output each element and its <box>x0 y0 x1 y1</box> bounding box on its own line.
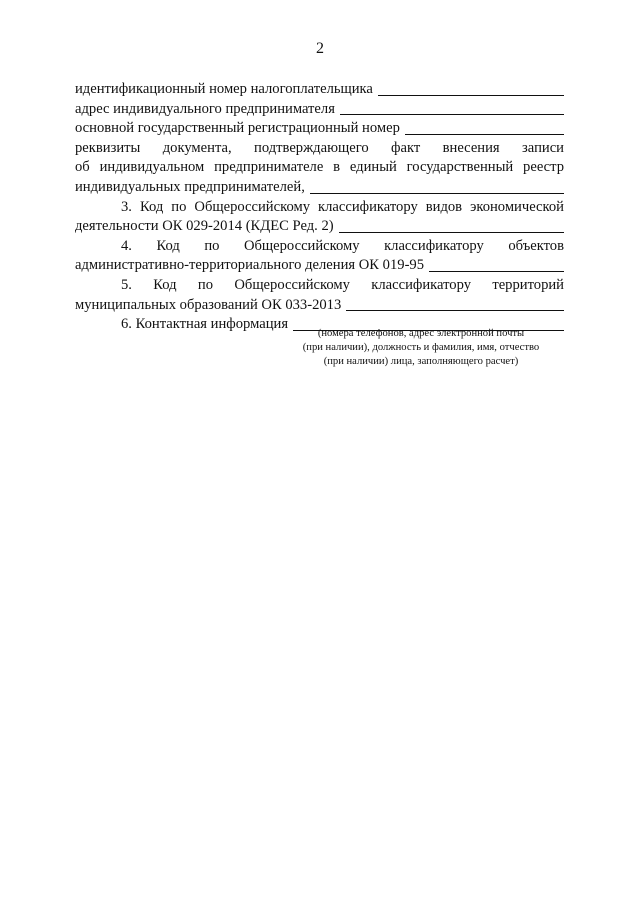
requisites-line <box>75 178 564 198</box>
address-line <box>75 100 564 120</box>
inn-field[interactable] <box>378 83 564 96</box>
address-field[interactable] <box>340 102 564 115</box>
caption-line-2: (при наличии), должность и фамилия, имя, отчество <box>302 342 540 353</box>
requisites-field[interactable] <box>310 181 564 194</box>
okved-field[interactable] <box>339 220 564 233</box>
requisites-text-1: реквизиты документа, подтверждающего факт внесения записи <box>75 139 564 156</box>
page-number: 2 <box>316 40 324 57</box>
oktmo-field[interactable] <box>346 298 564 311</box>
address-label: адрес индивидуального предпринимателя <box>75 100 335 117</box>
item3-text: 3. Код по Общероссийскому классификатору видов экономической <box>121 198 564 215</box>
form-body <box>75 80 564 335</box>
okato-field[interactable] <box>429 259 564 272</box>
item4-label: административно-территориального деления ОК 019-95 <box>75 257 425 274</box>
item3-label: деятельности ОК 029-2014 (КДЕС Ред. 2) <box>75 218 334 235</box>
caption-line-3: (при наличии) лица, заполняющего расчет) <box>323 356 519 367</box>
ogrn-label: основной государственный регистрационный номер <box>75 120 400 137</box>
item3-line <box>75 217 564 237</box>
item5-line <box>75 296 564 316</box>
requisites-label: индивидуальных предпринимателей, <box>75 178 305 195</box>
item4-text: 4. Код по Общероссийскому классификатору объектов <box>121 237 564 254</box>
caption-line-1: (номера телефонов, адрес электронной почты <box>317 328 525 339</box>
item6-label: 6. Контактная информация <box>121 316 289 333</box>
ogrn-line <box>75 119 564 139</box>
contact-info-caption <box>280 327 562 369</box>
item5-label: муниципальных образований ОК 033-2013 <box>75 296 342 313</box>
requisites-text-2: об индивидуальном предпринимателе в единый государственный реестр <box>75 159 564 176</box>
inn-label: идентификационный номер налогоплательщика <box>75 81 373 97</box>
ogrn-field[interactable] <box>405 122 564 135</box>
inn-line <box>75 80 564 100</box>
item4-line <box>75 256 564 276</box>
item5-text: 5. Код по Общероссийскому классификатору территорий <box>121 276 564 293</box>
